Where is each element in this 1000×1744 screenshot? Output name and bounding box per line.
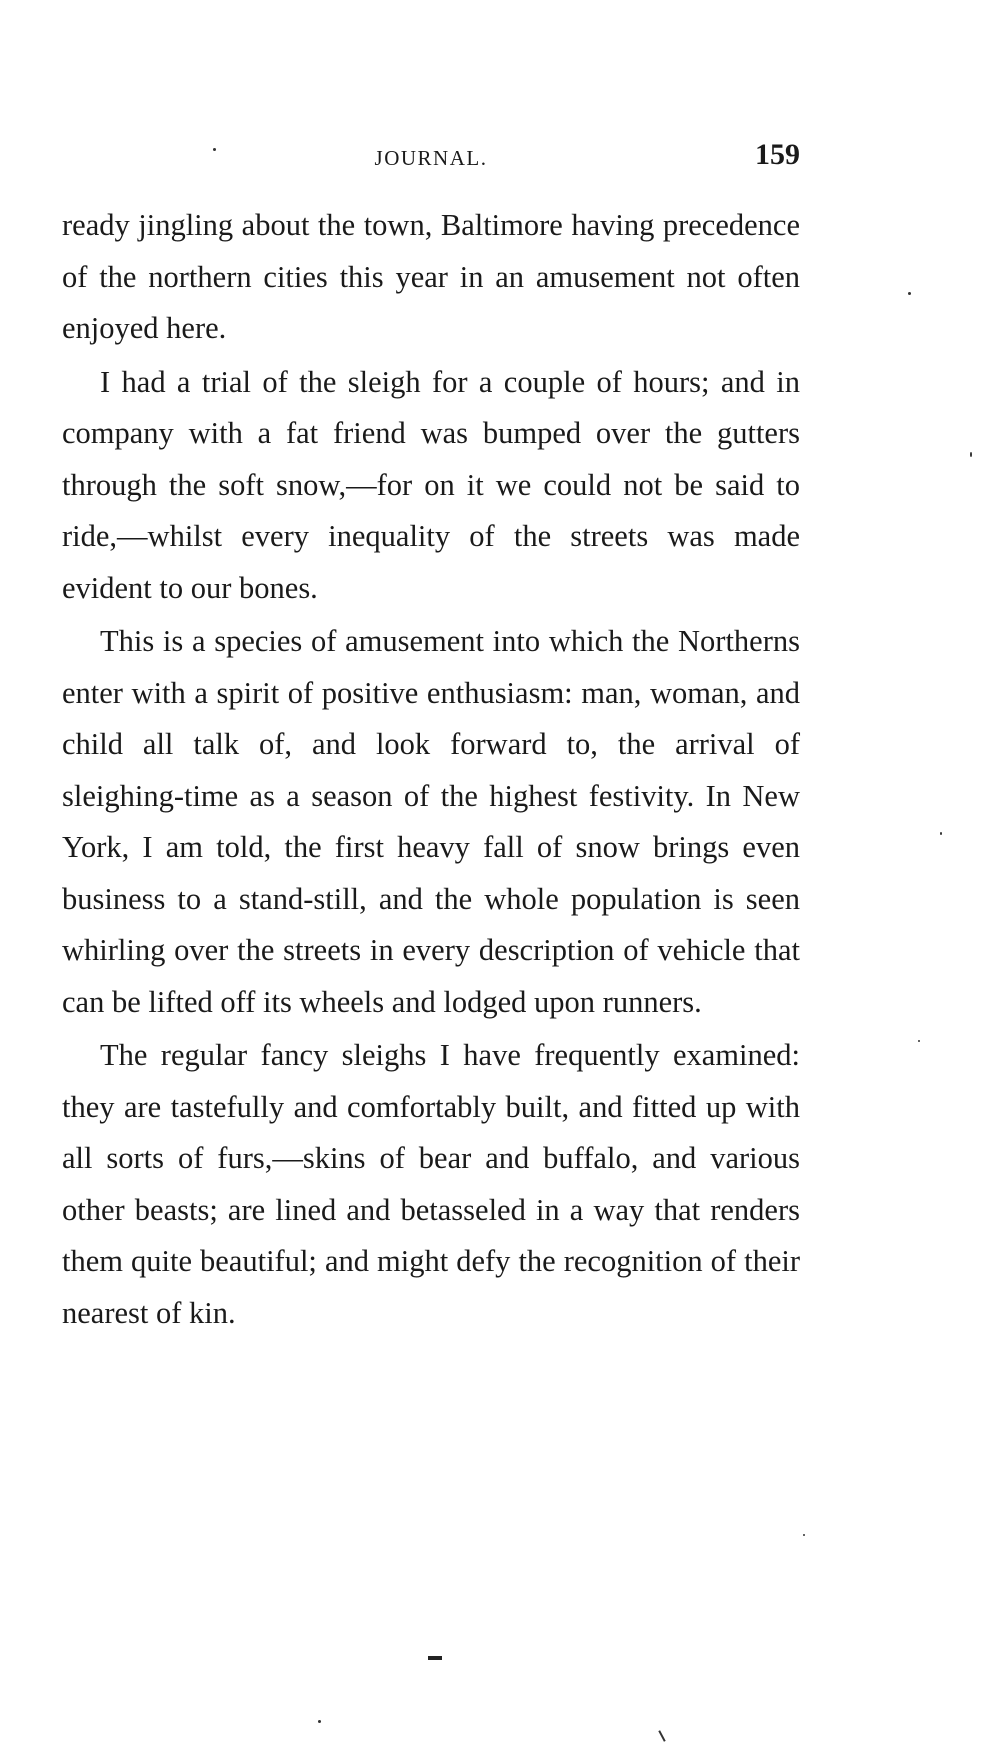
scan-speck [318,1720,321,1723]
paragraph-northerns-amusement: This is a species of amusement into which the Northerns enter with a spirit of positive enthusiasm: man, woman, and child all talk of, and look forward to, the arrival of sleighing-time as a season of the highest festivity. In New York, I am told, the first heavy fall of snow brings even business to a stand-still, and the whole population is seen whirling over the streets in every description of vehicle that can be lifted off its wheels and lodged upon runners. [62,624,800,1019]
scan-speck [908,292,911,295]
scan-mark [658,1730,665,1742]
scan-speck [803,1534,805,1536]
paragraph-fancy-sleighs: The regular fancy sleighs I have frequently examined: they are tastefully and comfortably built, and fitted up with all sorts of furs,—skins of bear and buffalo, and various other beasts; are lined and betasseled in a way that renders them quite beautiful; and might defy the recognition of their nearest of kin. [62,1038,800,1330]
scan-speck [918,1040,920,1042]
scan-speck [970,452,972,457]
page-number: 159 [755,138,800,171]
paragraph-sleigh-trial: I had a trial of the sleigh for a couple of hours; and in company with a fat friend was bumped over the gutters through the soft snow,—for on it we could not be said to ride,—whilst every inequality of the streets was made evident to our bones. [62,364,800,605]
scan-mark [428,1656,442,1660]
body-text [62,200,800,1339]
running-head-title: JOURNAL. [374,146,488,170]
running-head [62,138,800,178]
scan-speck [213,148,216,151]
scan-speck [940,832,942,835]
paragraph-continued: ready jingling about the town, Baltimore having precedence of the northern cities this year in an amusement not often enjoyed here. [62,208,800,345]
